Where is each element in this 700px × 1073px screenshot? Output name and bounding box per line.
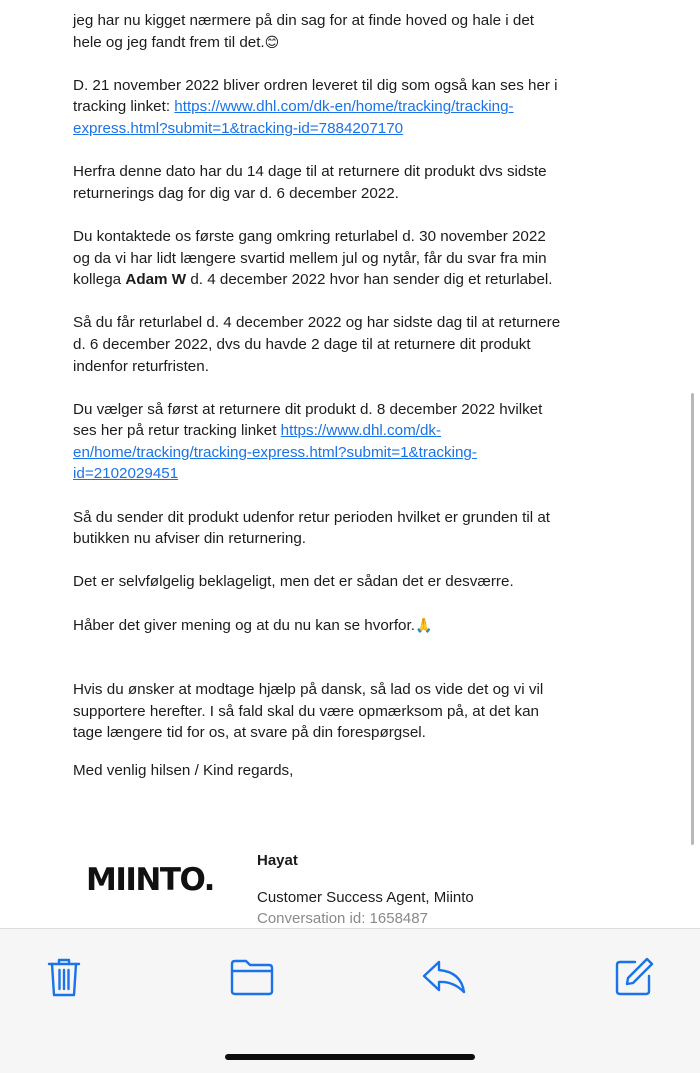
move-to-folder-button[interactable]: [228, 955, 276, 999]
compose-icon: [613, 956, 655, 998]
email-body: [73, 10, 563, 803]
conversation-id: Conversation id: 1658487: [257, 910, 428, 927]
email-paragraph-1: [73, 10, 563, 53]
scroll-indicator[interactable]: [691, 393, 694, 845]
email-signature: [0, 840, 700, 930]
miinto-logo: MIINTO.: [86, 862, 214, 898]
email-paragraph-8: Det er selvfølgelig beklageligt, men det er sådan det er desværre.: [73, 573, 514, 591]
tracking-link-return[interactable]: https://www.dhl.com/dk-en/home/tracking/tracking-express.html?submit=1&tracking-id=2102029451: [73, 422, 477, 483]
smiley-emoji-icon: 😊: [264, 33, 280, 50]
paragraph-text: Du vælger så først at returnere dit produkt d. 8 december 2022 hvilket ses her på retur tracking linket: [73, 400, 543, 440]
email-paragraph-9: [73, 615, 563, 637]
signature-name: Hayat: [257, 852, 298, 869]
praying-hands-emoji-icon: 🙏: [414, 616, 433, 633]
email-paragraph-2: [73, 75, 563, 140]
paragraph-text: Håber det giver mening og at du nu kan se hvorfor.: [73, 616, 415, 634]
trash-button[interactable]: [42, 955, 86, 999]
email-paragraph-7: Så du sender dit produkt udenfor retur perioden hvilket er grunden til at butikken nu afviser din returnering.: [73, 508, 551, 548]
paragraph-text: D. 21 november 2022 bliver ordren leveret til dig som også kan ses her i tracking linket:: [73, 76, 558, 116]
paragraph-text: d. 4 december 2022 hvor han sender dig et returlabel.: [186, 271, 553, 289]
trash-icon: [46, 956, 82, 998]
tracking-link-delivery[interactable]: https://www.dhl.com/dk-en/home/tracking/tracking-express.html?submit=1&tracking-id=7884207170: [73, 98, 514, 137]
paragraph-text: jeg har nu kigget nærmere på din sag for at finde hoved og hale i det hele og jeg fandt frem til det.: [73, 12, 534, 51]
email-closing: Med venlig hilsen / Kind regards,: [73, 761, 294, 779]
paragraph-text: Du kontaktede os første gang omkring returlabel d. 30 november 2022 og da vi har lidt længere svartid mellem jul og nytår, får du svar fra min kollega: [73, 227, 547, 289]
email-paragraph-5: Så du får returlabel d. 4 december 2022 og har sidste dag til at returnere d. 6 december 2022, dvs du havde 2 dage til at returnere dit produkt indenfor returfristen.: [73, 314, 561, 375]
compose-button[interactable]: [612, 955, 656, 999]
signature-role: Customer Success Agent, Miinto: [257, 889, 474, 906]
folder-icon: [229, 958, 275, 996]
bottom-toolbar: [0, 928, 700, 1073]
colleague-name: Adam W: [125, 271, 187, 289]
email-paragraph-3: Herfra denne dato har du 14 dage til at returnere dit produkt dvs sidste returnerings dag for dig var d. 6 december 2022.: [73, 163, 547, 202]
email-paragraph-6: [73, 399, 563, 485]
reply-icon: [421, 958, 467, 996]
home-indicator[interactable]: [225, 1054, 475, 1060]
email-paragraph-10: Hvis du ønsker at modtage hjælp på dansk, så lad os vide det og vi vil supportere herefter. I så fald skal du være opmærksom på, at det kan tage længere tid for os, at svare på din forespørgsel.: [73, 681, 544, 742]
reply-button[interactable]: [420, 955, 468, 999]
email-paragraph-4: [73, 226, 563, 291]
